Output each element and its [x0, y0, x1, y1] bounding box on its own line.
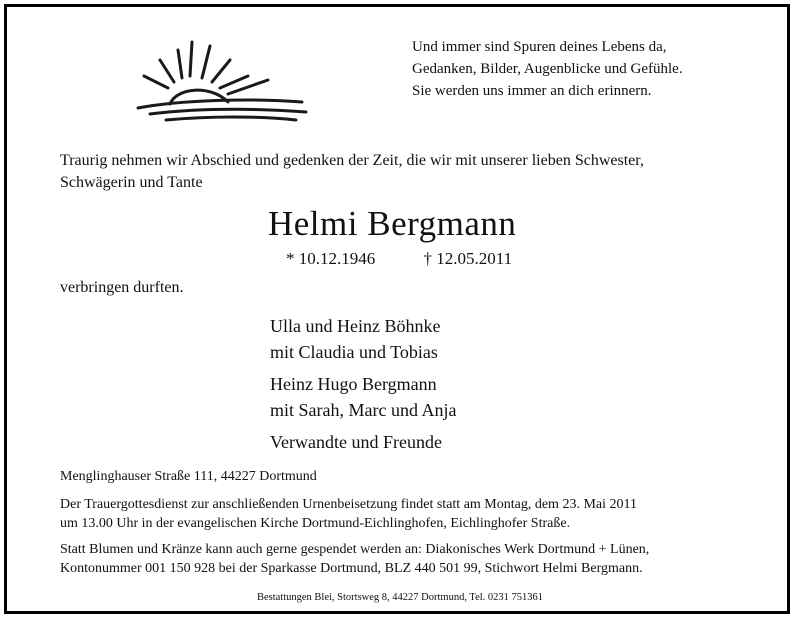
service-info [60, 495, 637, 533]
intro-end-text: verbringen durften. [60, 279, 184, 296]
mourner-line: mit Sarah, Marc und Anja [270, 400, 457, 420]
funeral-home-footer: Bestattungen Blei, Stortsweg 8, 44227 Dortmund, Tel. 0231 751361 [256, 592, 544, 603]
mourner-line: mit Claudia und Tobias [270, 342, 438, 362]
intro-line: Traurig nehmen wir Abschied und gedenken der Zeit, die wir mit unserer lieben Schwester, [60, 152, 644, 169]
donation-line: Kontonummer 001 150 928 bei der Sparkasse Dortmund, BLZ 440 501 99, Stichwort Helmi Bergmann. [60, 561, 643, 576]
mourner-line: Verwandte und Freunde [270, 432, 442, 452]
mourner-group [270, 429, 442, 455]
setting-sun-icon [130, 30, 320, 140]
mourner-group [270, 313, 440, 365]
mourner-group [270, 371, 456, 423]
quote-line: Und immer sind Spuren deines Lebens da, [412, 39, 667, 55]
life-dates [286, 249, 512, 269]
deceased-name: Helmi Bergmann [268, 204, 517, 243]
death-date: † 12.05.2011 [423, 249, 513, 268]
birth-date: * 10.12.1946 [286, 249, 376, 268]
mourner-line: Ulla und Heinz Böhnke [270, 316, 441, 336]
service-line: um 13.00 Uhr in der evangelischen Kirche Dortmund-Eichlinghofen, Eichlinghofer Straße. [60, 516, 571, 531]
donation-info [60, 540, 649, 578]
mourner-line: Heinz Hugo Bergmann [270, 374, 437, 394]
intro-line: Schwägerin und Tante [60, 174, 203, 191]
intro-text [60, 150, 760, 194]
service-line: Der Trauergottesdienst zur anschließenden Urnenbeisetzung findet statt am Montag, dem 23. Mai 2011 [60, 497, 637, 512]
mourner-address: Menglinghauser Straße 111, 44227 Dortmund [60, 469, 317, 484]
quote-line: Sie werden uns immer an dich erinnern. [412, 83, 652, 99]
memorial-quote [412, 36, 683, 102]
quote-line: Gedanken, Bilder, Augenblicke und Gefühle. [412, 61, 683, 77]
donation-line: Statt Blumen und Kränze kann auch gerne gespendet werden an: Diakonisches Werk Dortmund + Lünen, [60, 542, 650, 557]
